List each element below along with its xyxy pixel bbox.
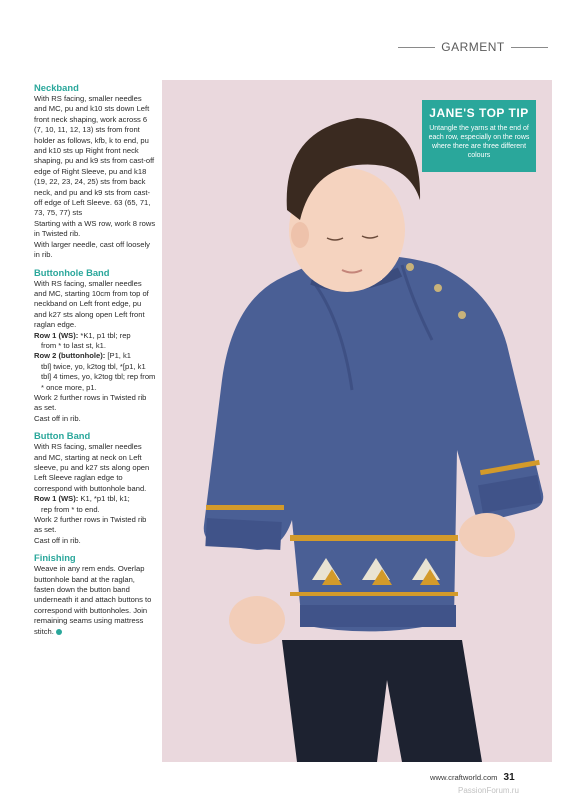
bb-row1-text: K1, *p1 tbl, k1; [78, 494, 130, 504]
buttonhole-end: Work 2 further rows in Twisted rib as set. [34, 392, 147, 413]
buttonhole-row2 [34, 351, 156, 361]
button-2-icon [434, 284, 442, 292]
buttonhole-row1 [34, 331, 156, 341]
buttonhole-row1-cont: from * to last st, k1. [41, 340, 106, 350]
buttonband-text: With RS facing, smaller needles and MC, starting at neck on Left sleeve, pu and k27 sts along open Left Sleeve raglan edge to correspond with buttonhole band. [34, 442, 150, 493]
website-link[interactable]: www.craftworld.com [430, 773, 498, 782]
page-number: 31 [503, 772, 515, 783]
section-header [398, 38, 548, 56]
row2-label: Row 2 (buttonhole): [34, 351, 106, 361]
buttonband-row1-cont: rep from * to end. [41, 504, 100, 514]
buttonhole-heading: Buttonhole Band [34, 266, 110, 278]
pattern-instructions [34, 82, 156, 637]
buttonhole-castoff: Cast off in rib. [34, 413, 81, 423]
button-1-icon [406, 263, 414, 271]
page-footer [430, 772, 515, 783]
buttonband-heading: Button Band [34, 430, 91, 442]
row1-label: Row 1 (WS): [34, 330, 79, 340]
header-rule-left [398, 47, 435, 48]
end-mark-icon [56, 629, 62, 635]
child-sweater-photo [162, 80, 552, 762]
row2-text: [P1, k1 [105, 351, 132, 361]
finishing-paragraph [34, 564, 156, 637]
buttonband-end: Work 2 further rows in Twisted rib as set. [34, 515, 147, 535]
finishing-heading: Finishing [34, 552, 76, 564]
buttonhole-text: With RS facing, smaller needles and MC, starting 10cm from top of neckband on Left front edge, pu and k27 sts along open Left front raglan edge. [34, 278, 149, 330]
watermark: PassionForum.ru [458, 786, 519, 795]
bb-row1-label: Row 1 (WS): [34, 494, 79, 504]
neckband-rows: Starting with a WS row, work 8 rows in Twisted rib. [34, 218, 156, 239]
neckband-text: With RS facing, smaller needles and MC, pu and k10 sts down Left front neck shaping, work across 6 (7, 10, 11, 12, 13) sts from front holder as follows, kfb, k to end, pu and k10 sts up Right front neck shaping, pu and k9 sts from cast-off edge of Right Sleeve, pu and k18 (19, 22, 23, 24, 25) sts from back neck, and pu and k9 sts from cast-off edge of Left Sleeve. 63 (65, 71, 73, 75, 77) sts [34, 94, 155, 218]
section-title: GARMENT [441, 40, 505, 54]
photo-illustration [162, 80, 552, 762]
top-tip-box [422, 100, 536, 172]
buttonband-row1 [34, 494, 156, 504]
buttonband-castoff: Cast off in rib. [34, 535, 81, 545]
neckband-heading: Neckband [34, 82, 79, 93]
header-rule-right [511, 47, 548, 48]
neckband-castoff: With larger needle, cast off loosely in rib. [34, 239, 150, 260]
row1-text: *K1, p1 tbl; rep [78, 330, 131, 340]
tip-body: Untangle the yarns at the end of each row, especially on the rows where there are three different colours [428, 125, 530, 159]
finishing-text: Weave in any rem ends. Overlap buttonhole band at the raglan, fasten down the button band underneath it and attach buttons to correspond with buttonholes. Join remaining seams using mattress stitch. [34, 564, 152, 636]
tip-title: JANE'S TOP TIP [429, 106, 529, 120]
buttonhole-row2-cont: tbl] twice, yo, k2tog tbl, *[p1, k1 tbl] 4 times, yo, k2tog tbl; rep from * once more, p1. [41, 361, 156, 392]
button-3-icon [458, 311, 466, 319]
